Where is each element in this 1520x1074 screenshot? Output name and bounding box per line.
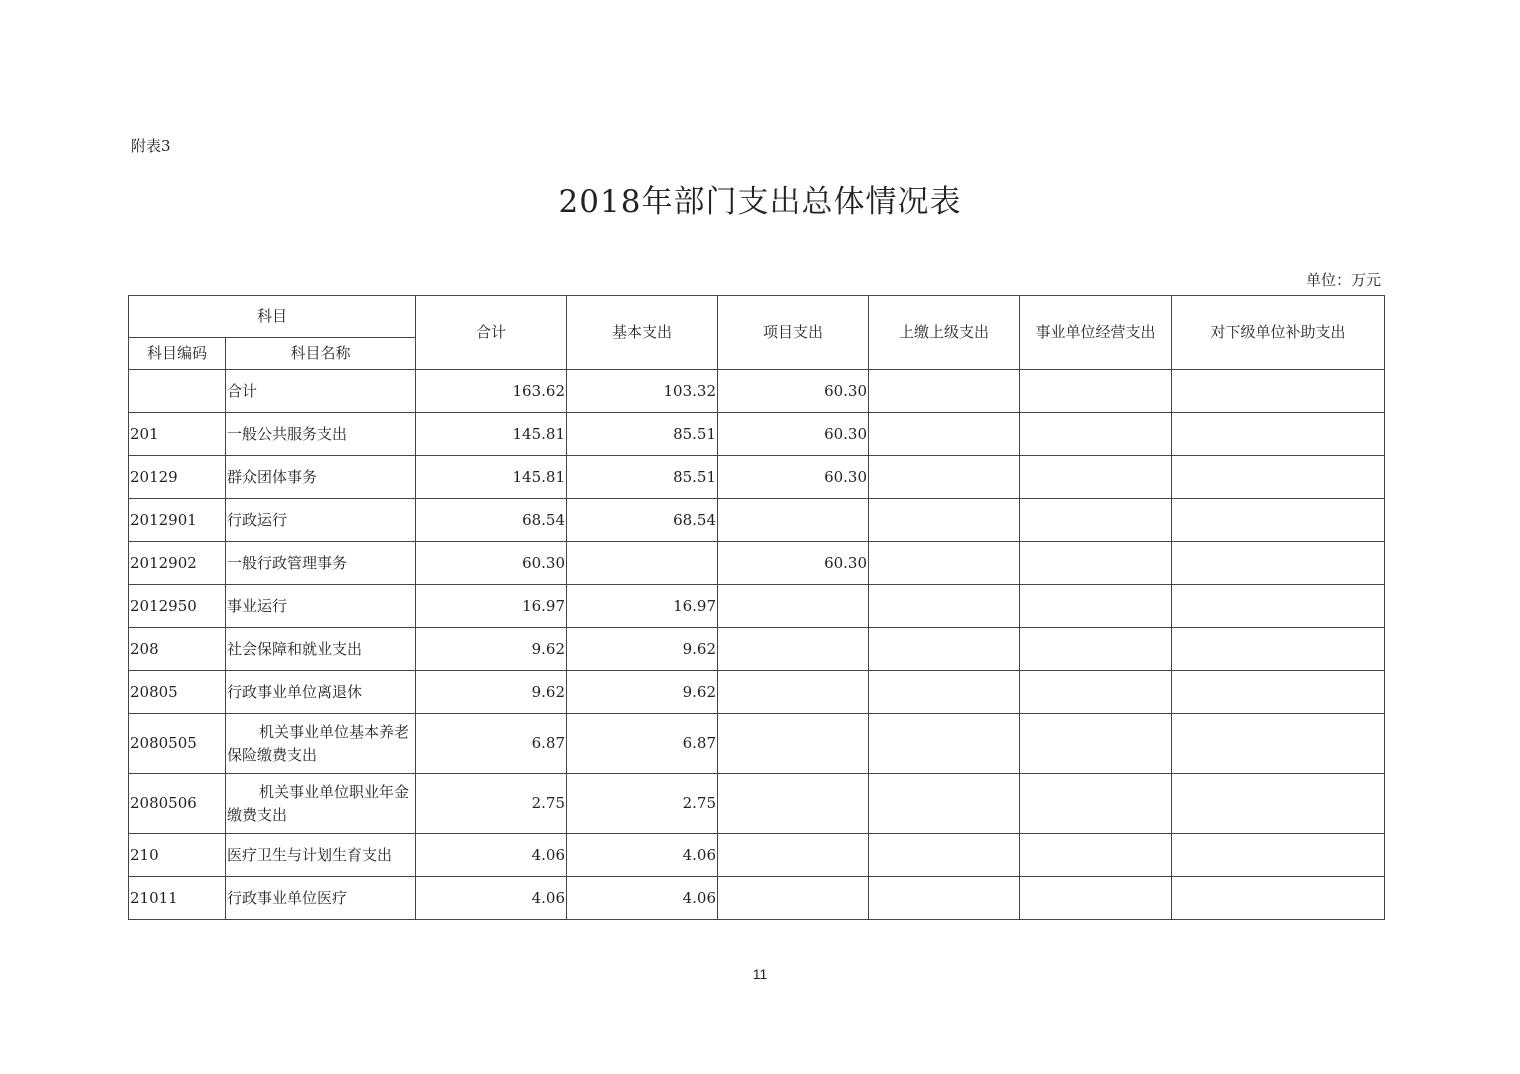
header-subsidy: 对下级单位补助支出 xyxy=(1172,296,1385,370)
row-total: 68.54 xyxy=(416,499,567,542)
table-body xyxy=(129,370,1385,920)
table-header xyxy=(129,296,1385,370)
row-total: 16.97 xyxy=(416,585,567,628)
expenditure-table xyxy=(128,295,1385,920)
row-subsidy xyxy=(1172,499,1385,542)
row-code xyxy=(129,370,226,413)
row-project: 60.30 xyxy=(718,370,869,413)
table-row xyxy=(129,370,1385,413)
row-code: 2012950 xyxy=(129,585,226,628)
row-business xyxy=(1020,370,1172,413)
header-subject: 科目 xyxy=(129,296,416,338)
row-name: 医疗卫生与计划生育支出 xyxy=(226,834,416,877)
row-project xyxy=(718,834,869,877)
row-basic: 85.51 xyxy=(567,456,718,499)
row-upper xyxy=(869,370,1020,413)
row-code: 2012901 xyxy=(129,499,226,542)
row-basic: 103.32 xyxy=(567,370,718,413)
row-subsidy xyxy=(1172,774,1385,834)
row-upper xyxy=(869,714,1020,774)
row-business xyxy=(1020,456,1172,499)
row-subsidy xyxy=(1172,456,1385,499)
table-row xyxy=(129,499,1385,542)
row-upper xyxy=(869,542,1020,585)
page-number: 11 xyxy=(752,966,768,982)
header-basic: 基本支出 xyxy=(567,296,718,370)
row-business xyxy=(1020,774,1172,834)
row-business xyxy=(1020,499,1172,542)
row-code: 201 xyxy=(129,413,226,456)
table-row xyxy=(129,671,1385,714)
row-basic: 9.62 xyxy=(567,628,718,671)
header-project: 项目支出 xyxy=(718,296,869,370)
row-total: 9.62 xyxy=(416,628,567,671)
table-row xyxy=(129,456,1385,499)
row-project xyxy=(718,671,869,714)
row-name: 事业运行 xyxy=(226,585,416,628)
row-name: 机关事业单位基本养老保险缴费支出 xyxy=(226,714,416,774)
header-name: 科目名称 xyxy=(226,338,416,370)
row-name: 机关事业单位职业年金缴费支出 xyxy=(226,774,416,834)
row-upper xyxy=(869,834,1020,877)
row-basic xyxy=(567,542,718,585)
row-total: 6.87 xyxy=(416,714,567,774)
row-code: 2080506 xyxy=(129,774,226,834)
row-basic: 4.06 xyxy=(567,834,718,877)
row-name: 行政运行 xyxy=(226,499,416,542)
row-business xyxy=(1020,413,1172,456)
table-row xyxy=(129,774,1385,834)
row-upper xyxy=(869,628,1020,671)
row-subsidy xyxy=(1172,834,1385,877)
row-project xyxy=(718,628,869,671)
row-business xyxy=(1020,834,1172,877)
unit-label: 单位：万元 xyxy=(1305,271,1381,289)
row-upper xyxy=(869,877,1020,920)
header-code: 科目编码 xyxy=(129,338,226,370)
row-code: 21011 xyxy=(129,877,226,920)
row-total: 9.62 xyxy=(416,671,567,714)
row-name: 行政事业单位离退休 xyxy=(226,671,416,714)
row-project xyxy=(718,714,869,774)
row-basic: 9.62 xyxy=(567,671,718,714)
header-upper: 上缴上级支出 xyxy=(869,296,1020,370)
row-basic: 6.87 xyxy=(567,714,718,774)
row-subsidy xyxy=(1172,877,1385,920)
row-subsidy xyxy=(1172,370,1385,413)
row-project: 60.30 xyxy=(718,456,869,499)
header-business: 事业单位经营支出 xyxy=(1020,296,1172,370)
row-basic: 16.97 xyxy=(567,585,718,628)
row-name: 一般行政管理事务 xyxy=(226,542,416,585)
row-upper xyxy=(869,671,1020,714)
row-upper xyxy=(869,456,1020,499)
row-business xyxy=(1020,714,1172,774)
row-code: 208 xyxy=(129,628,226,671)
row-basic: 2.75 xyxy=(567,774,718,834)
row-upper xyxy=(869,499,1020,542)
appendix-label: 附表3 xyxy=(131,137,171,155)
row-total: 163.62 xyxy=(416,370,567,413)
row-business xyxy=(1020,628,1172,671)
row-total: 145.81 xyxy=(416,413,567,456)
row-code: 20805 xyxy=(129,671,226,714)
row-code: 2012902 xyxy=(129,542,226,585)
row-name: 合计 xyxy=(226,370,416,413)
row-subsidy xyxy=(1172,671,1385,714)
table-row xyxy=(129,714,1385,774)
header-total: 合计 xyxy=(416,296,567,370)
table-row xyxy=(129,628,1385,671)
row-subsidy xyxy=(1172,714,1385,774)
row-basic: 4.06 xyxy=(567,877,718,920)
row-name: 一般公共服务支出 xyxy=(226,413,416,456)
table-row xyxy=(129,585,1385,628)
row-total: 4.06 xyxy=(416,834,567,877)
row-subsidy xyxy=(1172,628,1385,671)
row-business xyxy=(1020,671,1172,714)
row-name: 社会保障和就业支出 xyxy=(226,628,416,671)
row-basic: 68.54 xyxy=(567,499,718,542)
row-project xyxy=(718,499,869,542)
row-upper xyxy=(869,774,1020,834)
row-project: 60.30 xyxy=(718,413,869,456)
row-code: 20129 xyxy=(129,456,226,499)
row-project xyxy=(718,774,869,834)
row-total: 4.06 xyxy=(416,877,567,920)
page-title: 2018年部门支出总体情况表 xyxy=(558,184,962,220)
row-code: 2080505 xyxy=(129,714,226,774)
table-row xyxy=(129,834,1385,877)
row-subsidy xyxy=(1172,413,1385,456)
table-row xyxy=(129,542,1385,585)
row-business xyxy=(1020,877,1172,920)
row-name: 行政事业单位医疗 xyxy=(226,877,416,920)
row-subsidy xyxy=(1172,542,1385,585)
row-project xyxy=(718,585,869,628)
table-row xyxy=(129,877,1385,920)
row-upper xyxy=(869,413,1020,456)
row-total: 2.75 xyxy=(416,774,567,834)
row-basic: 85.51 xyxy=(567,413,718,456)
row-code: 210 xyxy=(129,834,226,877)
row-project: 60.30 xyxy=(718,542,869,585)
row-business xyxy=(1020,585,1172,628)
row-name: 群众团体事务 xyxy=(226,456,416,499)
row-total: 60.30 xyxy=(416,542,567,585)
row-business xyxy=(1020,542,1172,585)
row-total: 145.81 xyxy=(416,456,567,499)
row-upper xyxy=(869,585,1020,628)
table-row xyxy=(129,413,1385,456)
row-project xyxy=(718,877,869,920)
row-subsidy xyxy=(1172,585,1385,628)
